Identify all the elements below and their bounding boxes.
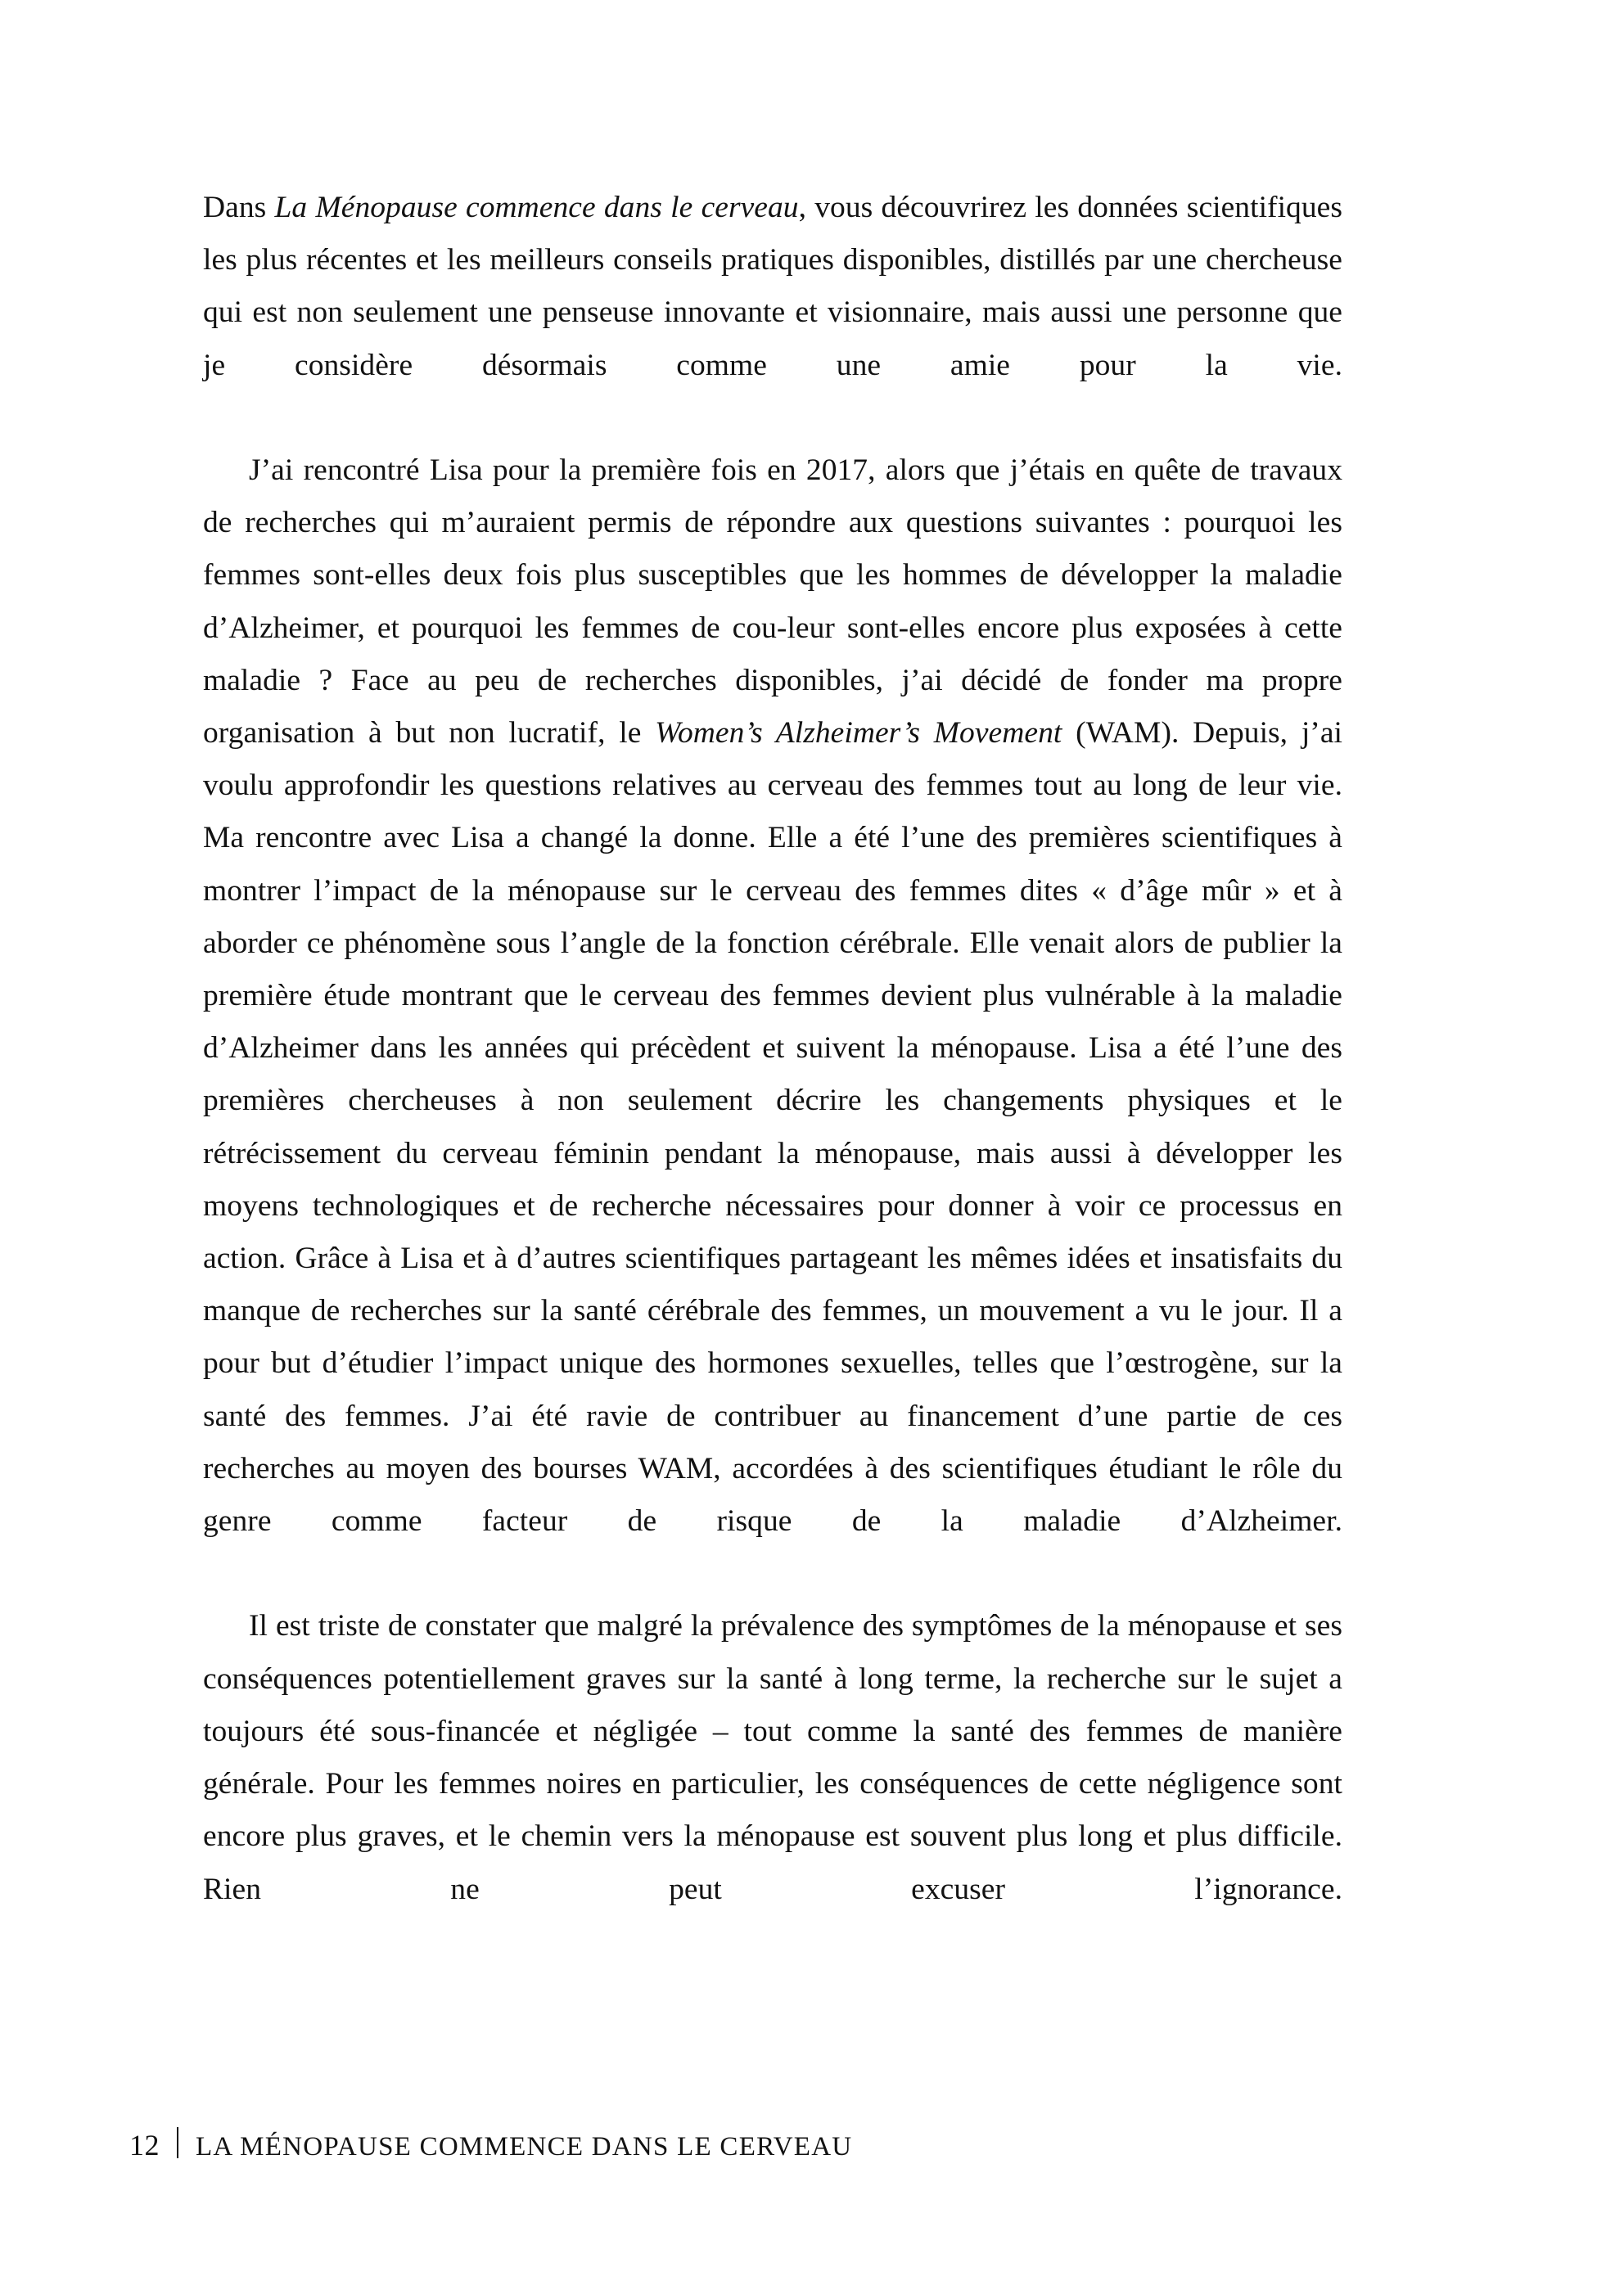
- paragraph-2: [203, 444, 1342, 1600]
- italic-title-run: La Ménopause commence dans le cerveau: [274, 191, 799, 224]
- text-run: J’ai rencontré Lisa pour la première fois en 2017, alors que j’étais en quête de travaux de recherches qui m’auraient permis de répondre aux questions suivantes : pourquoi les femmes sont-elles deux fois plus susceptibles que les hommes de développer la maladie d’Alzheimer, et pourquoi les femmes de cou-leur sont-elles encore plus exposées à cette maladie ? Face au peu de recherches disponibles, j’ai décidé de fonder ma propre organisation à but non lucratif, le: [203, 453, 1342, 751]
- text-run: (WAM). Depuis, j’ai voulu approfondir les questions relatives au cerveau des femmes tout au long de leur vie. Ma rencontre avec Lisa a changé la donne. Elle a été l’une des premières scientifiques à montrer l’impact de la ménopause sur le cerveau des femmes dites « d’âge mûr » et à aborder ce phénomène sous l’angle de la fonction cérébrale. Elle venait alors de publier la première étude montrant que le cerveau des femmes devient plus vulnérable à la maladie d’Alzheimer dans les années qui précèdent et suivent la ménopause. Lisa a été l’une des premières chercheuses à non seulement décrire les changements physiques et le rétrécissement du cerveau féminin pendant la ménopause, mais aussi à développer les moyens technologiques et de recherche nécessaires pour donner à voir ce processus en action. Grâce à Lisa et à d’autres scientifiques partageant les mêmes idées et insatisfaits du manque de recherches sur la santé cérébrale des femmes, un mouvement a vu le jour. Il a pour but d’étudier l’impact unique des hormones sexuelles, telles que l’œstrogène, sur la santé des femmes. J’ai été ravie de contribuer au financement d’une partie de ces recherches au moyen des bourses WAM, accordées à des scientifiques étudiant le rôle du genre comme facteur de risque de la maladie d’Alzheimer.: [203, 716, 1343, 1539]
- italic-title-run: Women’s Alzheimer’s Movement: [655, 716, 1062, 751]
- paragraph-1: [203, 182, 1342, 444]
- running-title: LA MÉNOPAUSE COMMENCE DANS LE CERVEAU: [196, 2132, 853, 2162]
- footer-divider-rule: [177, 2127, 178, 2158]
- body-text-block: [203, 182, 1342, 1968]
- paragraph-3: [203, 1600, 1342, 1968]
- page-number: 12: [129, 2129, 160, 2162]
- text-run: , vous découvrirez les données scientifiques les plus récentes et les meilleurs conseils pratiques disponibles, distillés par une chercheuse qui est non seulement une penseuse innovante et visionnaire, mais aussi une personne que je considère désormais comme une amie pour la vie.: [203, 191, 1342, 382]
- page-footer: [129, 2124, 1357, 2165]
- text-run: Il est triste de constater que malgré la prévalence des symptômes de la ménopause et ses conséquences potentiellement graves sur la santé à long terme, la recherche sur le sujet a toujours été sous-financée et négligée – tout comme la santé des femmes de manière générale. Pour les femmes noires en particulier, les conséquences de cette négligence sont encore plus graves, et le chemin vers la ménopause est souvent plus long et plus difficile. Rien ne peut excuser l’ignorance.: [203, 1609, 1342, 1906]
- text-run: Dans: [203, 191, 275, 224]
